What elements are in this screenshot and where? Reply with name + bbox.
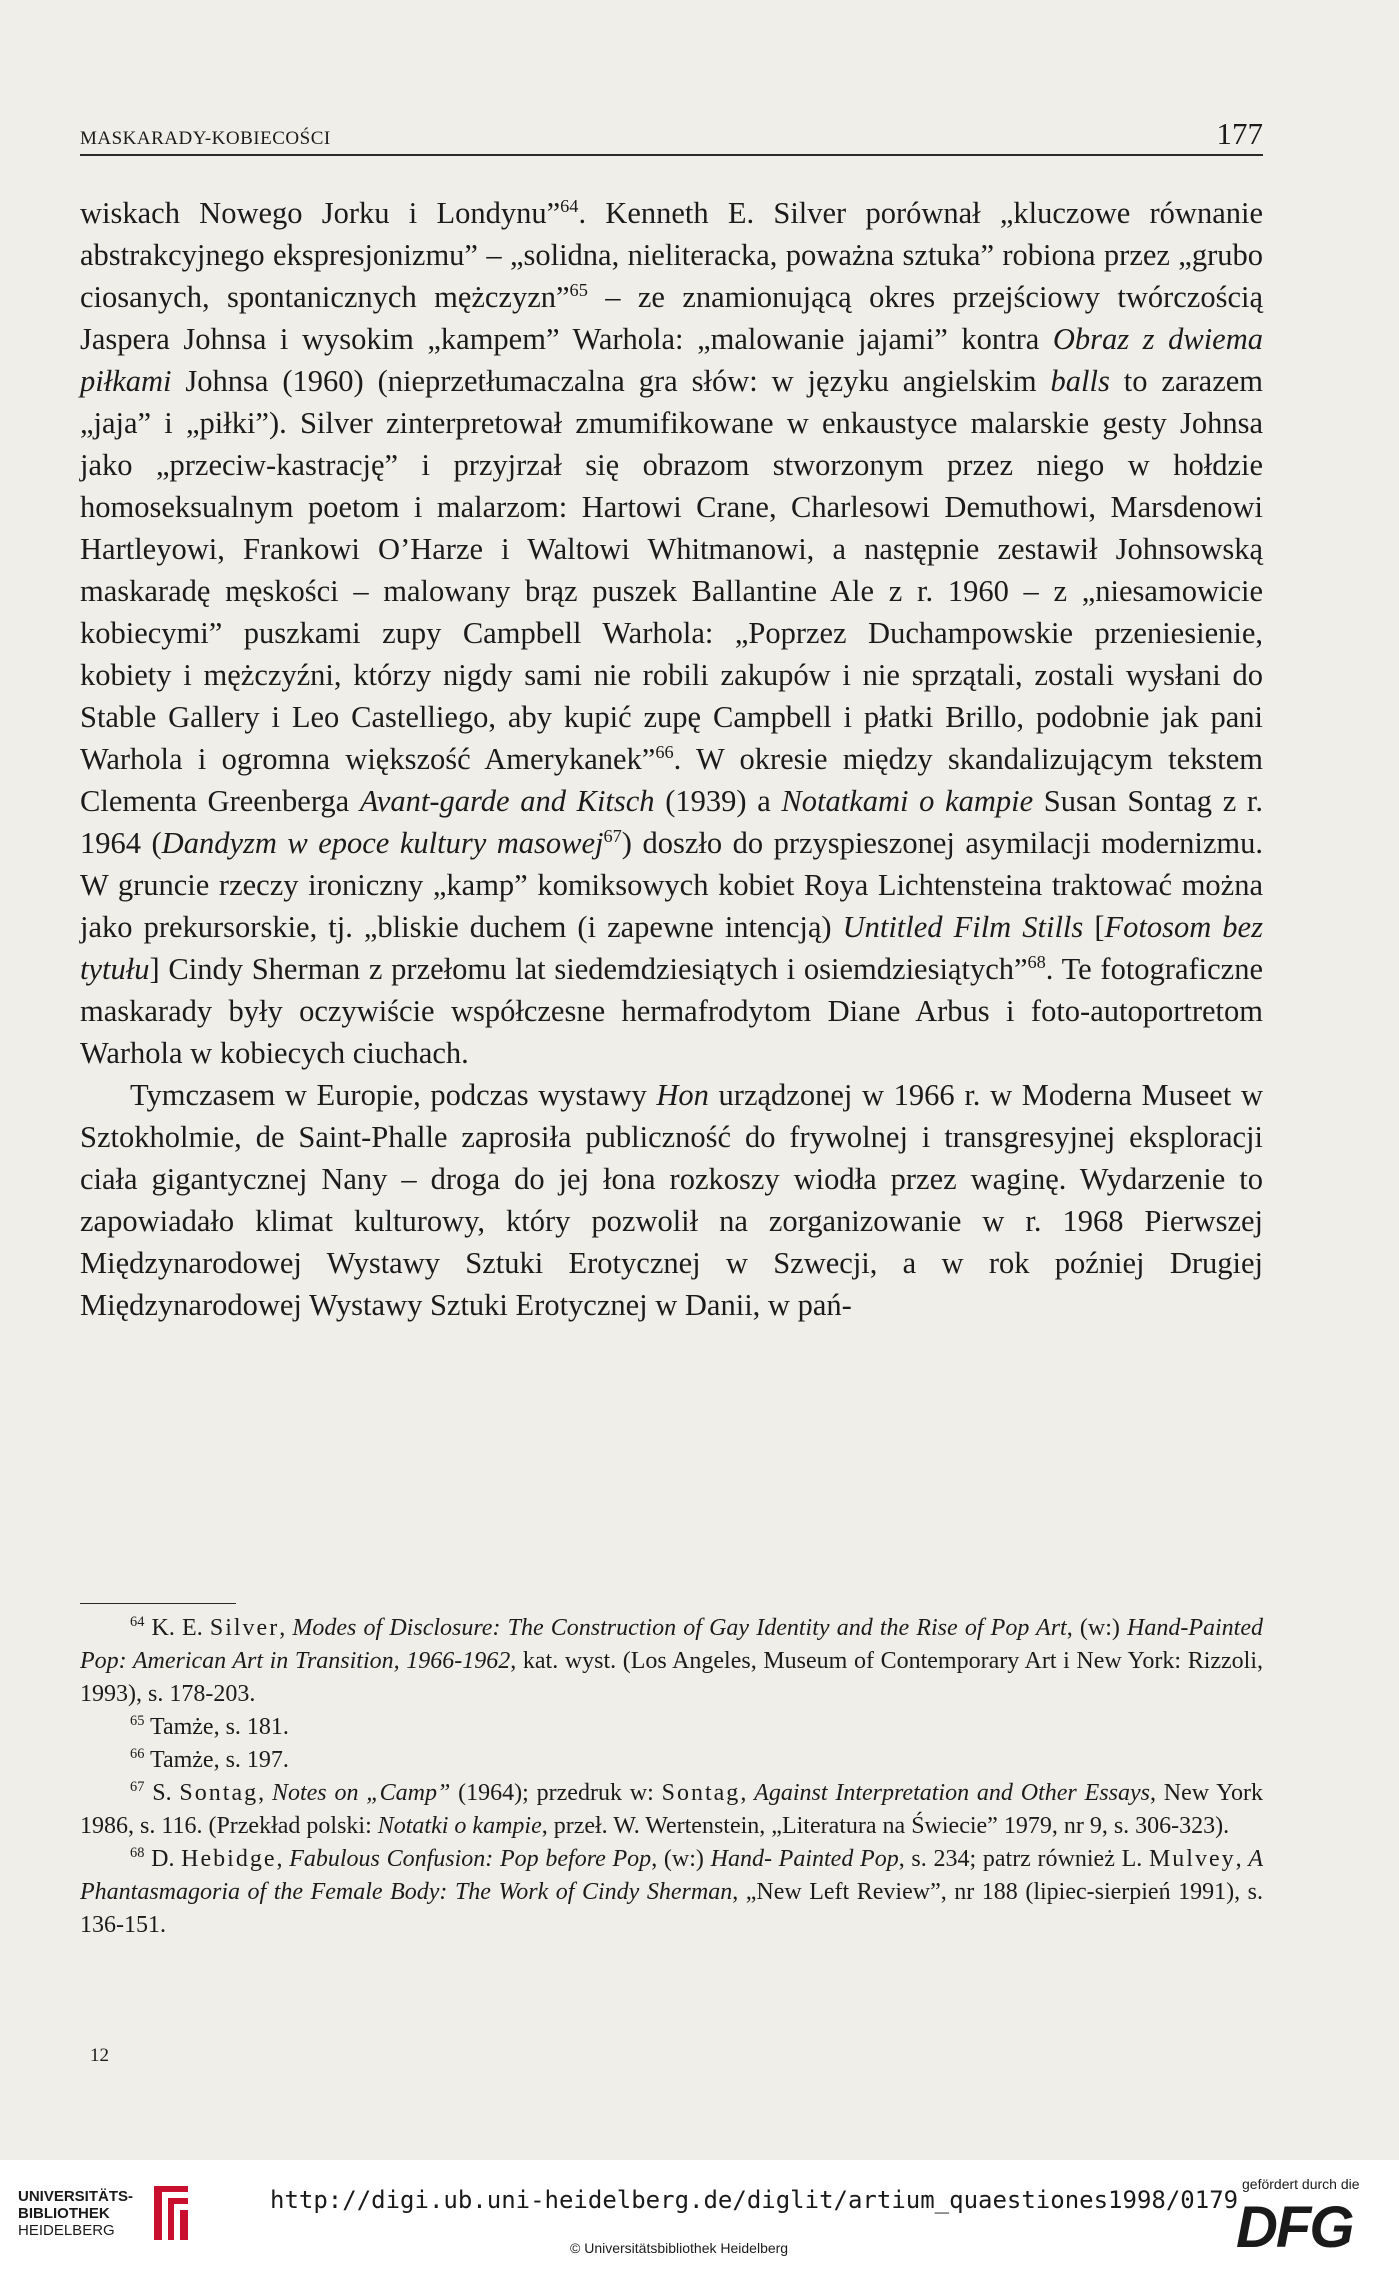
italic-title: Against Interpretation and Other Essays <box>754 1780 1150 1806</box>
footnote-66 <box>80 1744 1263 1777</box>
footnote-67 <box>80 1777 1263 1843</box>
text-run: . W okresie między skandalizującym tekstem Clementa Greenberga <box>80 742 1263 818</box>
italic-title: Hand-Painted Pop: American Art in Transition, 1966-1962 <box>80 1615 1264 1674</box>
text-run: urządzonej w 1966 r. w Moderna Museet w Sztokholmie, de Saint-Phalle zaprosiła publiczność do frywolnej i transgresyjnej eksploracji ciała gigantycznej Nany – droga do jej łona rozkoszy wiodła przez waginę. Wydarzenie to zapowiadało klimat kulturowy, który pozwolił na zorganizowanie w r. 1968 Pierwszej Międzynarodowej Wystawy Sztuki Erotycznej w Szwecji, a w rok poźniej Drugiej Międzynarodowej Wystawy Sztuki Erotycznej w Danii, w pań- <box>80 1078 1263 1322</box>
signature-mark: 12 <box>90 2045 109 2066</box>
text-run: , s. 234; patrz również L. <box>898 1846 1149 1872</box>
permalink-url[interactable]: http://digi.ub.uni-heidelberg.de/diglit/artium_quaestiones1998/0179 <box>270 2186 1239 2214</box>
footnote-number: 66 <box>130 1746 145 1762</box>
page-number: 177 <box>1216 116 1263 151</box>
text-run: ] Cindy Sherman z przełomu lat siedemdziesiątych i osiemdziesiątych” <box>149 952 1028 986</box>
footnote-number: 67 <box>130 1779 145 1795</box>
text-run: , przeł. W. Wertenstein, „Literatura na Świecie” 1979, nr 9, s. 306-323). <box>541 1813 1230 1839</box>
footnote-number: 65 <box>130 1713 145 1729</box>
italic-title: Fotosom bez tytułu <box>80 910 1263 986</box>
author-name: Hebidge <box>181 1846 277 1872</box>
text-run: [ <box>1083 910 1105 944</box>
italic-title: Obraz z dwiema piłkami <box>80 322 1264 398</box>
text-run: , (w:) <box>1066 1615 1128 1641</box>
footnote-ref-65[interactable]: 65 <box>569 279 588 300</box>
text-run: Tymczasem w Europie, podczas wystawy <box>130 1078 657 1112</box>
italic-title: Notes on „Camp” <box>271 1780 451 1806</box>
italic-title: Dandyzm w epoce kultury masowej <box>161 826 604 860</box>
footnote-number: 64 <box>130 1614 145 1630</box>
text-run: , <box>279 1615 293 1641</box>
library-logo-line: UNIVERSITÄTS- <box>18 2188 134 2205</box>
text-run: to zarazem „jaja” i „piłki”). Silver zinterpretował zmumifikowane w enkaustyce malarskie gesty Johnsa jako „przeciw-kastrację” i przyjrzał się obrazom stworzonym przez niego w hołdzie homoseksualnym poetom i malarzom: Hartowi Crane, Charlesowi Demuthowi, Marsdenowi Hartleyowi, Frankowi O’Harze i Waltowi Whitmanowi, a następnie zestawił Johnsowską maskaradę męskości – malowany brąz puszek Ballantine Ale z r. 1960 – z „niesamowicie kobiecymi” puszkami zupy Campbell Warhola: „Poprzez Duchampowskie przeniesienie, kobiety i mężczyźni, którzy nigdy sami nie robili zakupów i nie sprzątali, zostali wysłani do Stable Gallery i Leo Castelliego, aby kupić zupę Campbell i płatki Brillo, podobnie jak pani Warhola i ogromna większość Amerykanek” <box>80 364 1264 776</box>
text-run: Johnsa (1960) (nieprzetłumaczalna gra słów: w języku angielskim <box>171 364 1051 398</box>
text-run: K. E. <box>144 1615 210 1641</box>
running-head <box>80 118 1263 156</box>
italic-title: Notatki o kampie <box>377 1813 542 1839</box>
italic-term: balls <box>1050 364 1110 398</box>
footnote-64 <box>80 1612 1263 1711</box>
text-run: , (w:) <box>651 1846 711 1872</box>
text-run: , <box>258 1780 272 1806</box>
italic-title: A Phantasmagoria of the Female Body: The Work of Cindy Sherman <box>80 1846 1264 1905</box>
library-logo-line: HEIDELBERG <box>18 2222 115 2239</box>
library-logo[interactable] <box>18 2188 133 2239</box>
text-run: , kat. wyst. (Los Angeles, Museum of Contemporary Art i New York: Rizzoli, 1993), s. 178-203. <box>80 1648 1264 1707</box>
text-run: D. <box>144 1846 182 1872</box>
body-text <box>80 192 1263 1326</box>
footnote-68 <box>80 1843 1263 1942</box>
digitization-footer <box>0 2160 1399 2270</box>
footnote-ref-64[interactable]: 64 <box>560 195 579 216</box>
footnotes <box>80 1612 1263 1942</box>
author-name: Sontag <box>661 1780 741 1806</box>
italic-title: Untitled Film Stills <box>842 910 1084 944</box>
italic-title: Hand- Painted Pop <box>710 1846 899 1872</box>
funder-tagline: gefördert durch die <box>1242 2176 1360 2192</box>
text-run: S. <box>144 1780 180 1806</box>
text-run: . Kenneth E. Silver porównał „kluczowe równanie abstrakcyjnego ekspresjonizmu” – „solidna, nieliteracka, poważna sztuka” robiona przez „grubo ciosanych, spontanicznych mężczyzn” <box>80 196 1263 314</box>
text-run: Susan Sontag z r. 1964 ( <box>80 784 1264 860</box>
italic-title: Notatkami o kampie <box>781 784 1034 818</box>
text-run: (1964); przedruk w: <box>450 1780 662 1806</box>
text-run: , „New Left Review”, nr 188 (lipiec-sierpień 1991), s. 136-151. <box>80 1879 1263 1938</box>
text-run: , <box>1235 1846 1249 1872</box>
paragraph-1 <box>80 192 1263 1074</box>
author-name: Sontag <box>179 1780 259 1806</box>
italic-title: Modes of Disclosure: The Construction of Gay Identity and the Rise of Pop Art <box>292 1615 1067 1641</box>
text-run: (1939) a <box>654 784 782 818</box>
text-run: , <box>276 1846 290 1872</box>
text-run: ) doszło do przyspieszonej asymilacji modernizmu. W gruncie rzeczy ironiczny „kamp” komiksowych kobiet Roya Lichtensteina traktować można jako prekursorskie, tj. „bliskie duchem (i zapewne intencją) <box>80 826 1263 944</box>
copyright-notice: © Universitätsbibliothek Heidelberg <box>570 2240 789 2256</box>
text-run: , <box>740 1780 755 1806</box>
author-name: Silver <box>209 1615 280 1641</box>
italic-title: Hon <box>656 1078 709 1112</box>
text-run: , New York 1986, s. 116. (Przekład polski: <box>80 1780 1263 1839</box>
running-title: MASKARADY-KOBIECOŚCI <box>80 128 331 149</box>
paragraph-2 <box>80 1074 1263 1326</box>
footnote-ref-67[interactable]: 67 <box>603 825 622 846</box>
footnote-65 <box>80 1711 1263 1744</box>
italic-title: Avant-garde and Kitsch <box>359 784 655 818</box>
footnote-ref-66[interactable]: 66 <box>655 741 674 762</box>
library-emblem-icon <box>148 2178 194 2248</box>
text-run: – ze znamionującą okres przejściowy twórczością Jaspera Johnsa i wysokim „kampem” Warhola: „malowanie jajami” kontra <box>80 280 1263 356</box>
footnote-separator <box>80 1603 236 1604</box>
text-run: Tamże, s. 197. <box>144 1747 289 1773</box>
text-run: . Te fotograficzne maskarady były oczywiście współczesne hermafrodytom Diane Arbus i foto-autoportretom Warhola w kobiecych ciuchach. <box>80 952 1263 1070</box>
library-logo-line: BIBLIOTHEK <box>18 2205 110 2222</box>
author-name: Mulvey <box>1148 1846 1236 1872</box>
footnote-number: 68 <box>130 1845 145 1861</box>
footnote-ref-68[interactable]: 68 <box>1027 951 1046 972</box>
dfg-logo[interactable]: DFG <box>1236 2195 1353 2260</box>
italic-title: Fabulous Confusion: Pop before Pop <box>289 1846 652 1872</box>
text-run: wiskach Nowego Jorku i Londynu” <box>80 196 561 230</box>
text-run: Tamże, s. 181. <box>144 1714 289 1740</box>
